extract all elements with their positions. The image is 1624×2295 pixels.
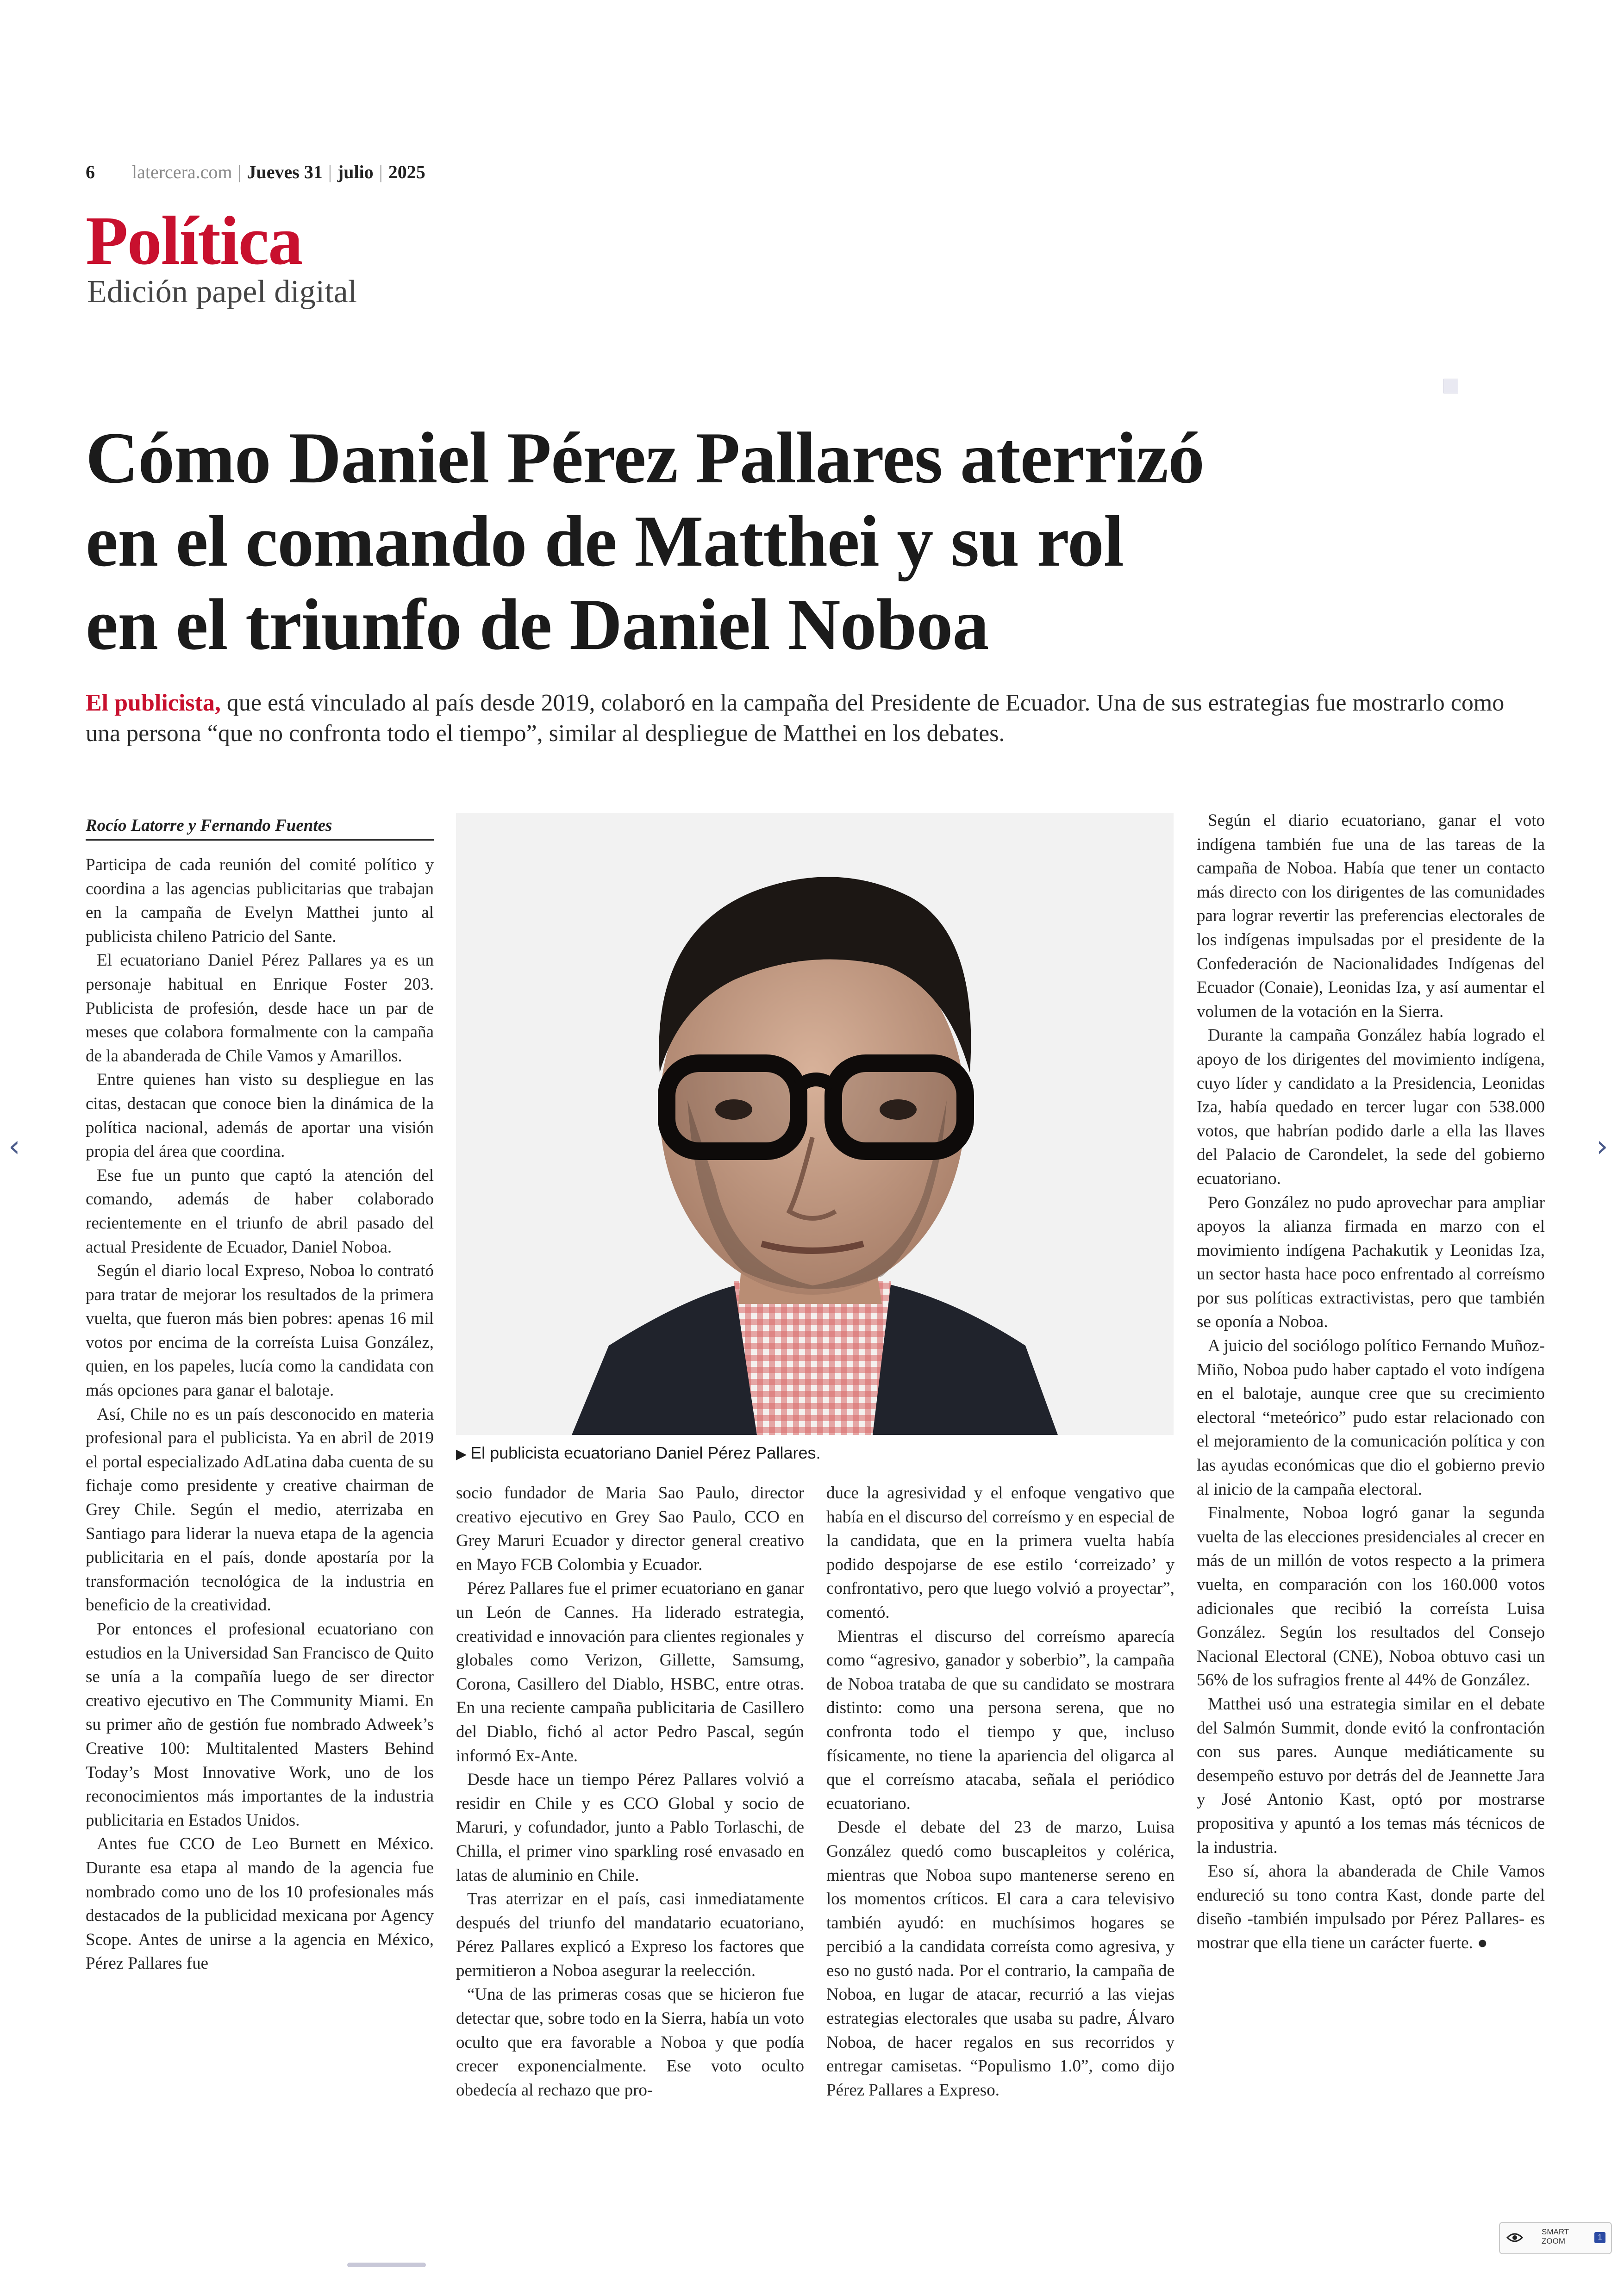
paragraph: “Una de las primeras cosas que se hicieron fue detectar que, sobre todo en la Sierra, había un voto oculto que era favorable a Noboa y que podía crecer exponencialmente. Ese voto oculto obedecía al rechazo que pro- xyxy=(456,1985,804,2100)
eye-icon xyxy=(1506,2231,1523,2244)
header-separator: | xyxy=(379,162,383,182)
article-photo xyxy=(456,813,1174,1435)
page-number: 6 xyxy=(86,162,95,182)
article-column-1 xyxy=(86,853,434,1976)
caption-arrow-icon: ▶ xyxy=(456,1447,467,1462)
paragraph: socio fundador de Maria Sao Paulo, director creativo ejecutivo en Grey Sao Paulo, CCO en Grey Maruri Ecuador y director general creativo en Mayo FCB Colombia y Ecuador. xyxy=(456,1484,804,1574)
paragraph: A juicio del sociólogo político Fernando Muñoz-Miño, Noboa pudo haber captado el voto indígena en el balotaje, aunque cree que su crecimiento electoral “meteórico” pudo estar relacionado con el mejoramiento de la comunicación política y con las ayudas económicas que dio el gobierno previo al inicio de la campaña electoral. xyxy=(1197,1336,1545,1499)
paragraph: Según el diario ecuatoriano, ganar el voto indígena también fue una de las tareas de la campaña de Noboa. Había que tener un contacto más directo con los dirigentes de las comunidades para lograr revertir las preferencias electorales de los indígenas impulsadas por el presidente de la Confederación de Nacionalidades Indígenas del Ecuador (Conaie), Leonidas Iza, y así aumentar el volumen de la votación en la Sierra. xyxy=(1197,811,1545,1021)
header-year: 2025 xyxy=(388,162,425,182)
byline: Rocío Latorre y Fernando Fuentes xyxy=(86,816,434,841)
paragraph: Durante la campaña González había logrado el apoyo de los dirigentes del movimiento indígena, cuyo líder y candidato a la Presidencia, Leonidas Iza, había quedado en tercer lugar con 538.000 votos, que habrían podido darle a ella las llaves del Palacio de Carondelet, la sede del gobierno ecuatoriano. xyxy=(1197,1026,1545,1188)
header-separator: | xyxy=(237,162,242,182)
paragraph: Tras aterrizar en el país, casi inmediatamente después del triunfo del mandatario ecuatoriano, Pérez Pallares explicó a Expreso los factores que permitieron a Noboa asegurar la reelección. xyxy=(456,1890,804,1980)
headline-line: en el comando de Matthei y su rol xyxy=(86,501,1124,582)
page-marker-icon xyxy=(1443,379,1458,393)
chevron-right-icon: › xyxy=(1596,1129,1608,1164)
header-separator: | xyxy=(328,162,332,182)
lede-text: que está vinculado al país desde 2019, colaboró en la campaña del Presidente de Ecuador. Una de sus estrategias fue mostrarlo como una persona “que no confronta todo el tiempo”, similar al despliegue de Matthei en los debates. xyxy=(86,690,1505,747)
paragraph-text: Eso sí, ahora la abanderada de Chile Vamos endureció su tono contra Kast, donde parte del diseño -también impulsado por Pérez Pallares- es mostrar que ella tiene un carácter fuerte. xyxy=(1197,1862,1545,1952)
article-column-3 xyxy=(826,1481,1174,2102)
header-day: Jueves 31 xyxy=(247,162,323,182)
paragraph: Desde el debate del 23 de marzo, Luisa González quedó como buscapleitos y colérica, mientras que Noboa supo mantenerse sereno en los momentos críticos. El cara a cara televisivo también ayudó: en muchísimos hogares se percibió a la candidata correísta como agresiva, y eso no gustó nada. Por el contrario, la campaña de Noboa, en lugar de atacar, recurrió a las viejas estrategias electorales que usaba su padre, Álvaro Noboa, de hacer regalos en sus recorridos y entregar camisetas. “Populismo 1.0”, como dijo Pérez Pallares a Expreso. xyxy=(826,1818,1174,2100)
paragraph: Por entonces el profesional ecuatoriano con estudios en la Universidad San Francisco de Quito se unía a la compañía luego de ser director creativo ejecutivo en The Community Miami. En su primer año de gestión fue nombrado Adweek’s Creative 100: Multitalented Masters Behind Today’s Most Innovative Work, uno de los reconocimientos más importantes de la industria publicitaria en Estados Unidos. xyxy=(86,1620,434,1830)
section-subtitle: Edición papel digital xyxy=(87,274,357,310)
prev-page-button[interactable] xyxy=(8,1129,20,1164)
end-dot-icon: ● xyxy=(1473,1933,1488,1952)
chevron-left-icon: ‹ xyxy=(8,1129,20,1164)
paragraph: Ese fue un punto que captó la atención del comando, además de haber colaborado recientemente en el triunfo de abril pasado del actual Presidente de Ecuador, Daniel Noboa. xyxy=(86,1166,434,1257)
smart-zoom-control[interactable] xyxy=(1499,2222,1612,2254)
zoom-label-line: SMART xyxy=(1542,2227,1569,2236)
article-column-4 xyxy=(1197,809,1545,1955)
paragraph: Desde hace un tiempo Pérez Pallares volvió a residir en Chile y es CCO Global y socio de Maruri, y cofundador, junto a Pablo Torlaschi, de Chilla, el primer vino sparkling rosé envasado en latas de aluminio en Chile. xyxy=(456,1770,804,1885)
paragraph: Mientras el discurso del correísmo aparecía como “agresivo, ganador y soberbio”, la campaña de Noboa trataba de que su candidato se mostrara distinto: como una persona serena, que no confronta todo el tiempo y que, incluso físicamente, no tiene la apariencia del oligarca al que el correísmo atacaba, señala el periódico ecuatoriano. xyxy=(826,1627,1174,1813)
header-month: julio xyxy=(337,162,374,182)
paragraph: El ecuatoriano Daniel Pérez Pallares ya es un personaje habitual en Enrique Foster 203. Publicista de profesión, desde hace un par de meses que colabora formalmente con la campaña de la abanderada de Chile Vamos y Amarillos. xyxy=(86,951,434,1066)
page-badge: 1 xyxy=(1594,2232,1605,2243)
article-lede xyxy=(86,688,1525,749)
paragraph: Participa de cada reunión del comité político y coordina a las agencias publicitarias que trabajan en la campaña de Evelyn Matthei junto al publicista chileno Patricio del Sante. xyxy=(86,855,434,946)
paragraph: Finalmente, Noboa logró ganar la segunda vuelta de las elecciones presidenciales al crecer en más de un millón de votos respecto a la primera vuelta, en comparación con los 160.000 votos adicionales que recibió la correísta Luisa González. Según los resultados del Consejo Nacional Electoral (CNE), Noboa obtuvo casi un 56% de los sufragios frente al 44% de González. xyxy=(1197,1503,1545,1690)
site-name: latercera.com xyxy=(132,162,232,182)
article-column-2 xyxy=(456,1481,804,2102)
paragraph xyxy=(1197,1859,1545,1955)
paragraph: duce la agresividad y el enfoque vengativo que había en el discurso del correísmo y en especial de la candidata, que en la primera vuelta había podido despojarse de ese estilo ‘correizado’ y confrontativo, pero que luego volvió a proyectar”, comentó. xyxy=(826,1484,1174,1622)
paragraph: Pero González no pudo aprovechar para ampliar apoyos la alianza firmada en marzo con el movimiento indígena Pachakutik y Leonidas Iza, un sector hasta hace poco enfrentado al correísmo por sus políticas extractivistas, pero que también se oponía a Noboa. xyxy=(1197,1193,1545,1332)
paragraph: Entre quienes han visto su despliegue en las citas, destacan que conoce bien la dinámica de la política nacional, además de aportar una visión propia del área que coordina. xyxy=(86,1070,434,1161)
paragraph: Así, Chile no es un país desconocido en materia profesional para el publicista. Ya en abril de 2019 el portal especializado AdLatina daba cuenta de su fichaje como presidente y creative chairman de Grey Chile. Según el medio, aterrizaba en Santiago para liderar la nueva etapa de la agencia publicitaria en el país, donde apostaría por la transformación tecnológica de la industria en beneficio de la creatividad. xyxy=(86,1404,434,1615)
next-page-button[interactable] xyxy=(1596,1129,1608,1164)
paragraph: Pérez Pallares fue el primer ecuatoriano en ganar un León de Cannes. Ha liderado estrategia, creatividad e innovación para clientes regionales y globales como Verizon, Gillette, Samsumg, Corona, Casillero del Diablo, HSBC, entre otras. En una reciente campaña publicitaria de Casillero del Diablo, fichó al actor Pedro Pascal, según informó Ex-Ante. xyxy=(456,1579,804,1765)
paragraph: Matthei usó una estrategia similar en el debate del Salmón Summit, donde evitó la confrontación con sus pares. Aunque mediáticamente su desempeño estuvo por detrás del de Jeannette Jara y José Antonio Kast, optó por mostrarse propositiva y apuntó a los temas más técnicos de la industria. xyxy=(1197,1694,1545,1857)
photo-caption xyxy=(456,1443,1174,1463)
zoom-label xyxy=(1542,2227,1569,2246)
lede-kicker: El publicista, xyxy=(86,690,221,716)
horizontal-scrollbar[interactable] xyxy=(347,2263,426,2267)
headline-line: Cómo Daniel Pérez Pallares aterrizó xyxy=(86,418,1205,499)
page-header xyxy=(86,161,425,183)
paragraph: Según el diario local Expreso, Noboa lo contrató para tratar de mejorar los resultados de la primera vuelta, que fueron más bien pobres: apenas 16 mil votos por encima de la correísta Luisa González, quien, en los papeles, lucía como la candidata con más opciones para ganar el balotaje. xyxy=(86,1261,434,1400)
zoom-label-line: ZOOM xyxy=(1542,2237,1565,2245)
article-headline xyxy=(86,417,1521,667)
paragraph: Antes fue CCO de Leo Burnett en México. Durante esa etapa al mando de la agencia fue nombrado como uno de los 10 profesionales más destacados de la publicidad mexicana por Agency Scope. Antes de unirse a la agencia en México, Pérez Pallares fue xyxy=(86,1834,434,1973)
caption-text: El publicista ecuatoriano Daniel Pérez Pallares. xyxy=(470,1443,821,1462)
portrait-illustration xyxy=(456,813,1174,1435)
section-title: Política xyxy=(86,202,302,279)
headline-line: en el triunfo de Daniel Noboa xyxy=(86,584,989,665)
